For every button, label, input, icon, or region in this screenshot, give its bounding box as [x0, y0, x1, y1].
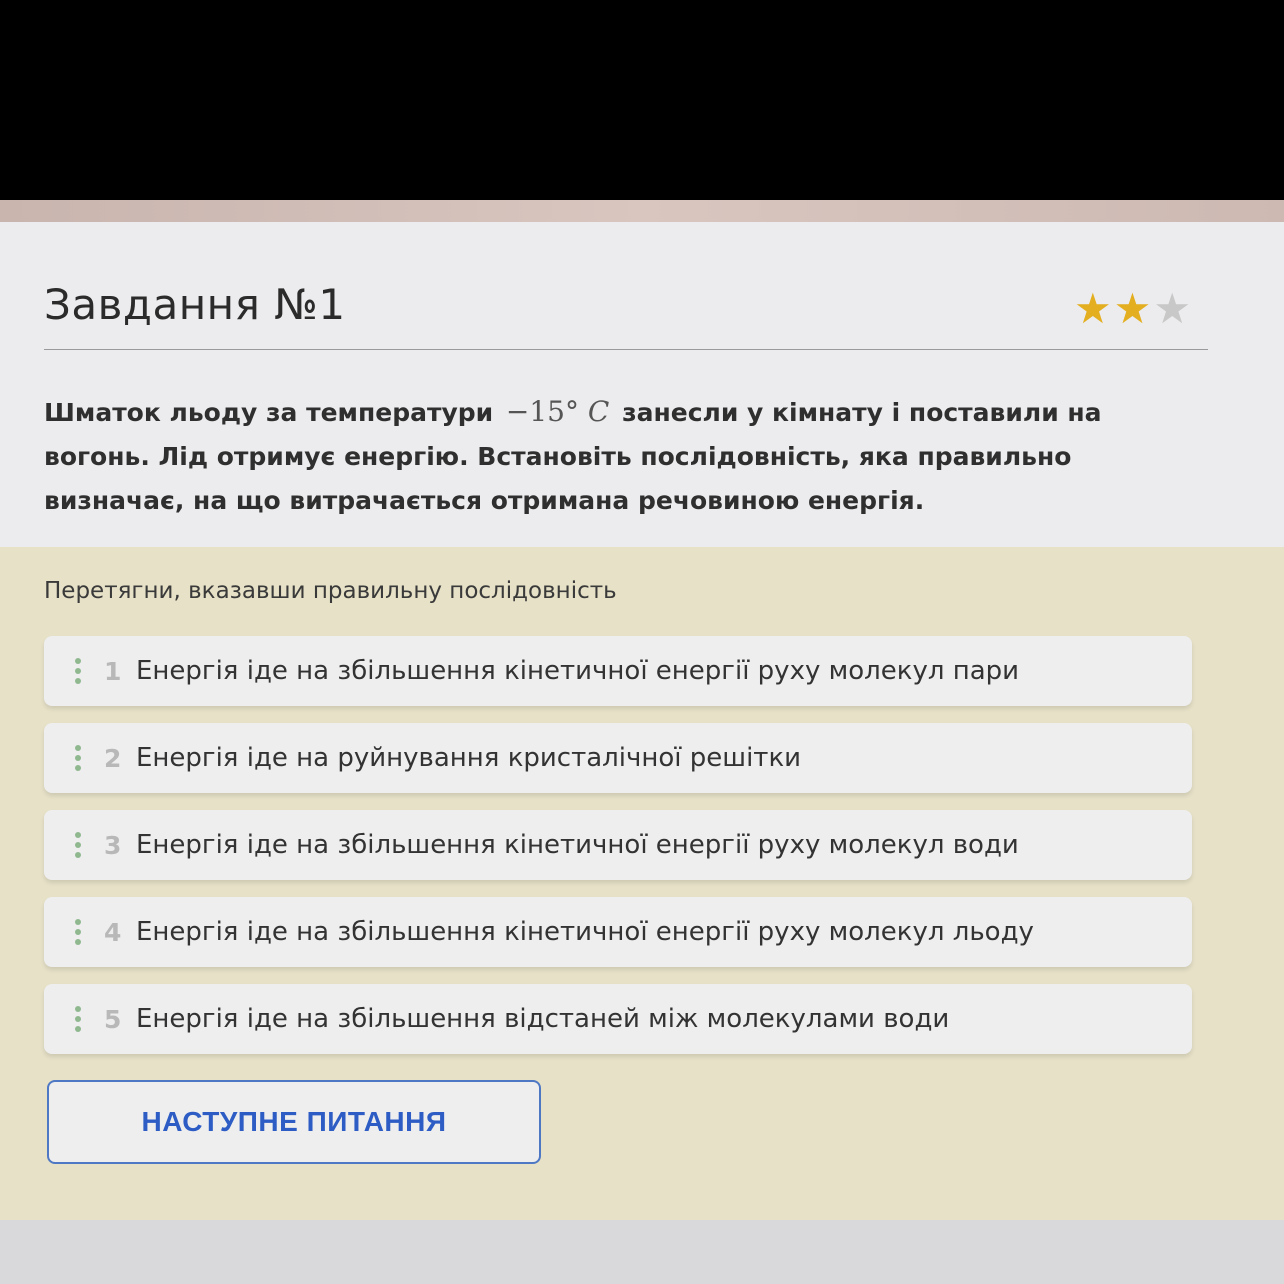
- item-number: 3: [104, 830, 122, 860]
- item-number: 5: [104, 1004, 122, 1034]
- item-text: Енергія іде на збільшення відстаней між молекулами води: [136, 1004, 950, 1034]
- sortable-item[interactable]: [44, 636, 1192, 706]
- sortable-item[interactable]: [44, 984, 1192, 1054]
- item-number: 4: [104, 917, 122, 947]
- page-footer-strip: [0, 1220, 1284, 1284]
- temperature-formula: [502, 395, 613, 428]
- star-icon: ★: [1153, 284, 1191, 333]
- item-text: Енергія іде на збільшення кінетичної енергії руху молекул льоду: [136, 917, 1034, 947]
- star-icon: ★: [1113, 284, 1152, 333]
- question-text-start: Шматок льоду за температури: [44, 398, 494, 427]
- sortable-list: [44, 636, 1192, 1071]
- temperature-value: −15°: [505, 395, 579, 428]
- task-title: Завдання №1: [44, 280, 346, 329]
- temperature-unit: C: [587, 395, 610, 428]
- title-divider: [44, 349, 1208, 350]
- difficulty-rating: [1074, 284, 1191, 333]
- drag-handle-icon[interactable]: [74, 1006, 82, 1032]
- item-number: 2: [104, 743, 122, 773]
- question-text-end: занесли у кімнату і поставили на вогонь. Лід отримує енергію. Встановіть послідовність, яка правильно визначає, на що витрачається отримана речовиною енергія.: [44, 398, 1102, 515]
- page-header-strip: [0, 200, 1284, 222]
- item-text: Енергія іде на руйнування кристалічної решітки: [136, 743, 802, 773]
- next-question-button[interactable]: НАСТУПНЕ ПИТАННЯ: [47, 1080, 541, 1164]
- drag-instruction: Перетягни, вказавши правильну послідовність: [44, 578, 617, 604]
- item-number: 1: [104, 656, 122, 686]
- photo-black-border: [0, 0, 1284, 200]
- sortable-item[interactable]: [44, 897, 1192, 967]
- drag-handle-icon[interactable]: [74, 745, 82, 771]
- drag-handle-icon[interactable]: [74, 658, 82, 684]
- sortable-item[interactable]: [44, 723, 1192, 793]
- item-text: Енергія іде на збільшення кінетичної енергії руху молекул пари: [136, 656, 1020, 686]
- sortable-item[interactable]: [44, 810, 1192, 880]
- question-text: [44, 390, 1204, 523]
- item-text: Енергія іде на збільшення кінетичної енергії руху молекул води: [136, 830, 1019, 860]
- drag-handle-icon[interactable]: [74, 832, 82, 858]
- star-icon: ★: [1074, 284, 1112, 333]
- drag-handle-icon[interactable]: [74, 919, 82, 945]
